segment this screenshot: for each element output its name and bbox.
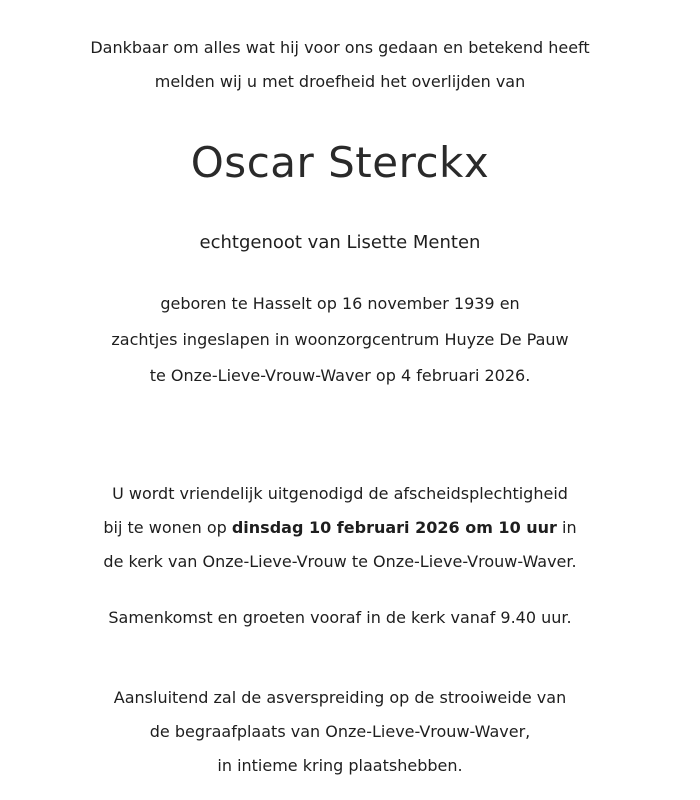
ceremony-line-3: de kerk van Onze-Lieve-Vrouw te Onze-Lieve-Vrouw-Waver.	[103, 552, 577, 571]
death-line: zachtjes ingeslapen in woonzorgcentrum Huyze De Pauw	[111, 330, 569, 349]
spouse-line: echtgenoot van Lisette Menten	[199, 232, 481, 253]
ceremony-line-2-suffix: in	[556, 518, 577, 537]
intro-line-2: melden wij u met droefheid het overlijden van	[154, 72, 526, 91]
intro-line-1: Dankbaar om alles wat hij voor ons gedaan en betekend heeft	[90, 38, 590, 57]
birth-line: geboren te Hasselt op 16 november 1939 en	[160, 294, 520, 313]
ceremony-date-time: dinsdag 10 februari 2026 om 10 uur	[231, 518, 557, 537]
ceremony-line-1: U wordt vriendelijk uitgenodigd de afscheidsplechtigheid	[112, 484, 568, 503]
ceremony-line-2	[0, 518, 680, 538]
scattering-line-2: de begraafplaats van Onze-Lieve-Vrouw-Waver,	[149, 722, 531, 741]
gathering-line: Samenkomst en groeten vooraf in de kerk vanaf 9.40 uur.	[108, 608, 572, 627]
death-place-line: te Onze-Lieve-Vrouw-Waver op 4 februari 2026.	[149, 366, 531, 385]
deceased-name: Oscar Sterckx	[190, 138, 490, 187]
ceremony-line-2-prefix: bij te wonen op	[103, 518, 232, 537]
scattering-line-1: Aansluitend zal de asverspreiding op de strooiweide van	[113, 688, 567, 707]
scattering-line-3: in intieme kring plaatshebben.	[217, 756, 463, 775]
